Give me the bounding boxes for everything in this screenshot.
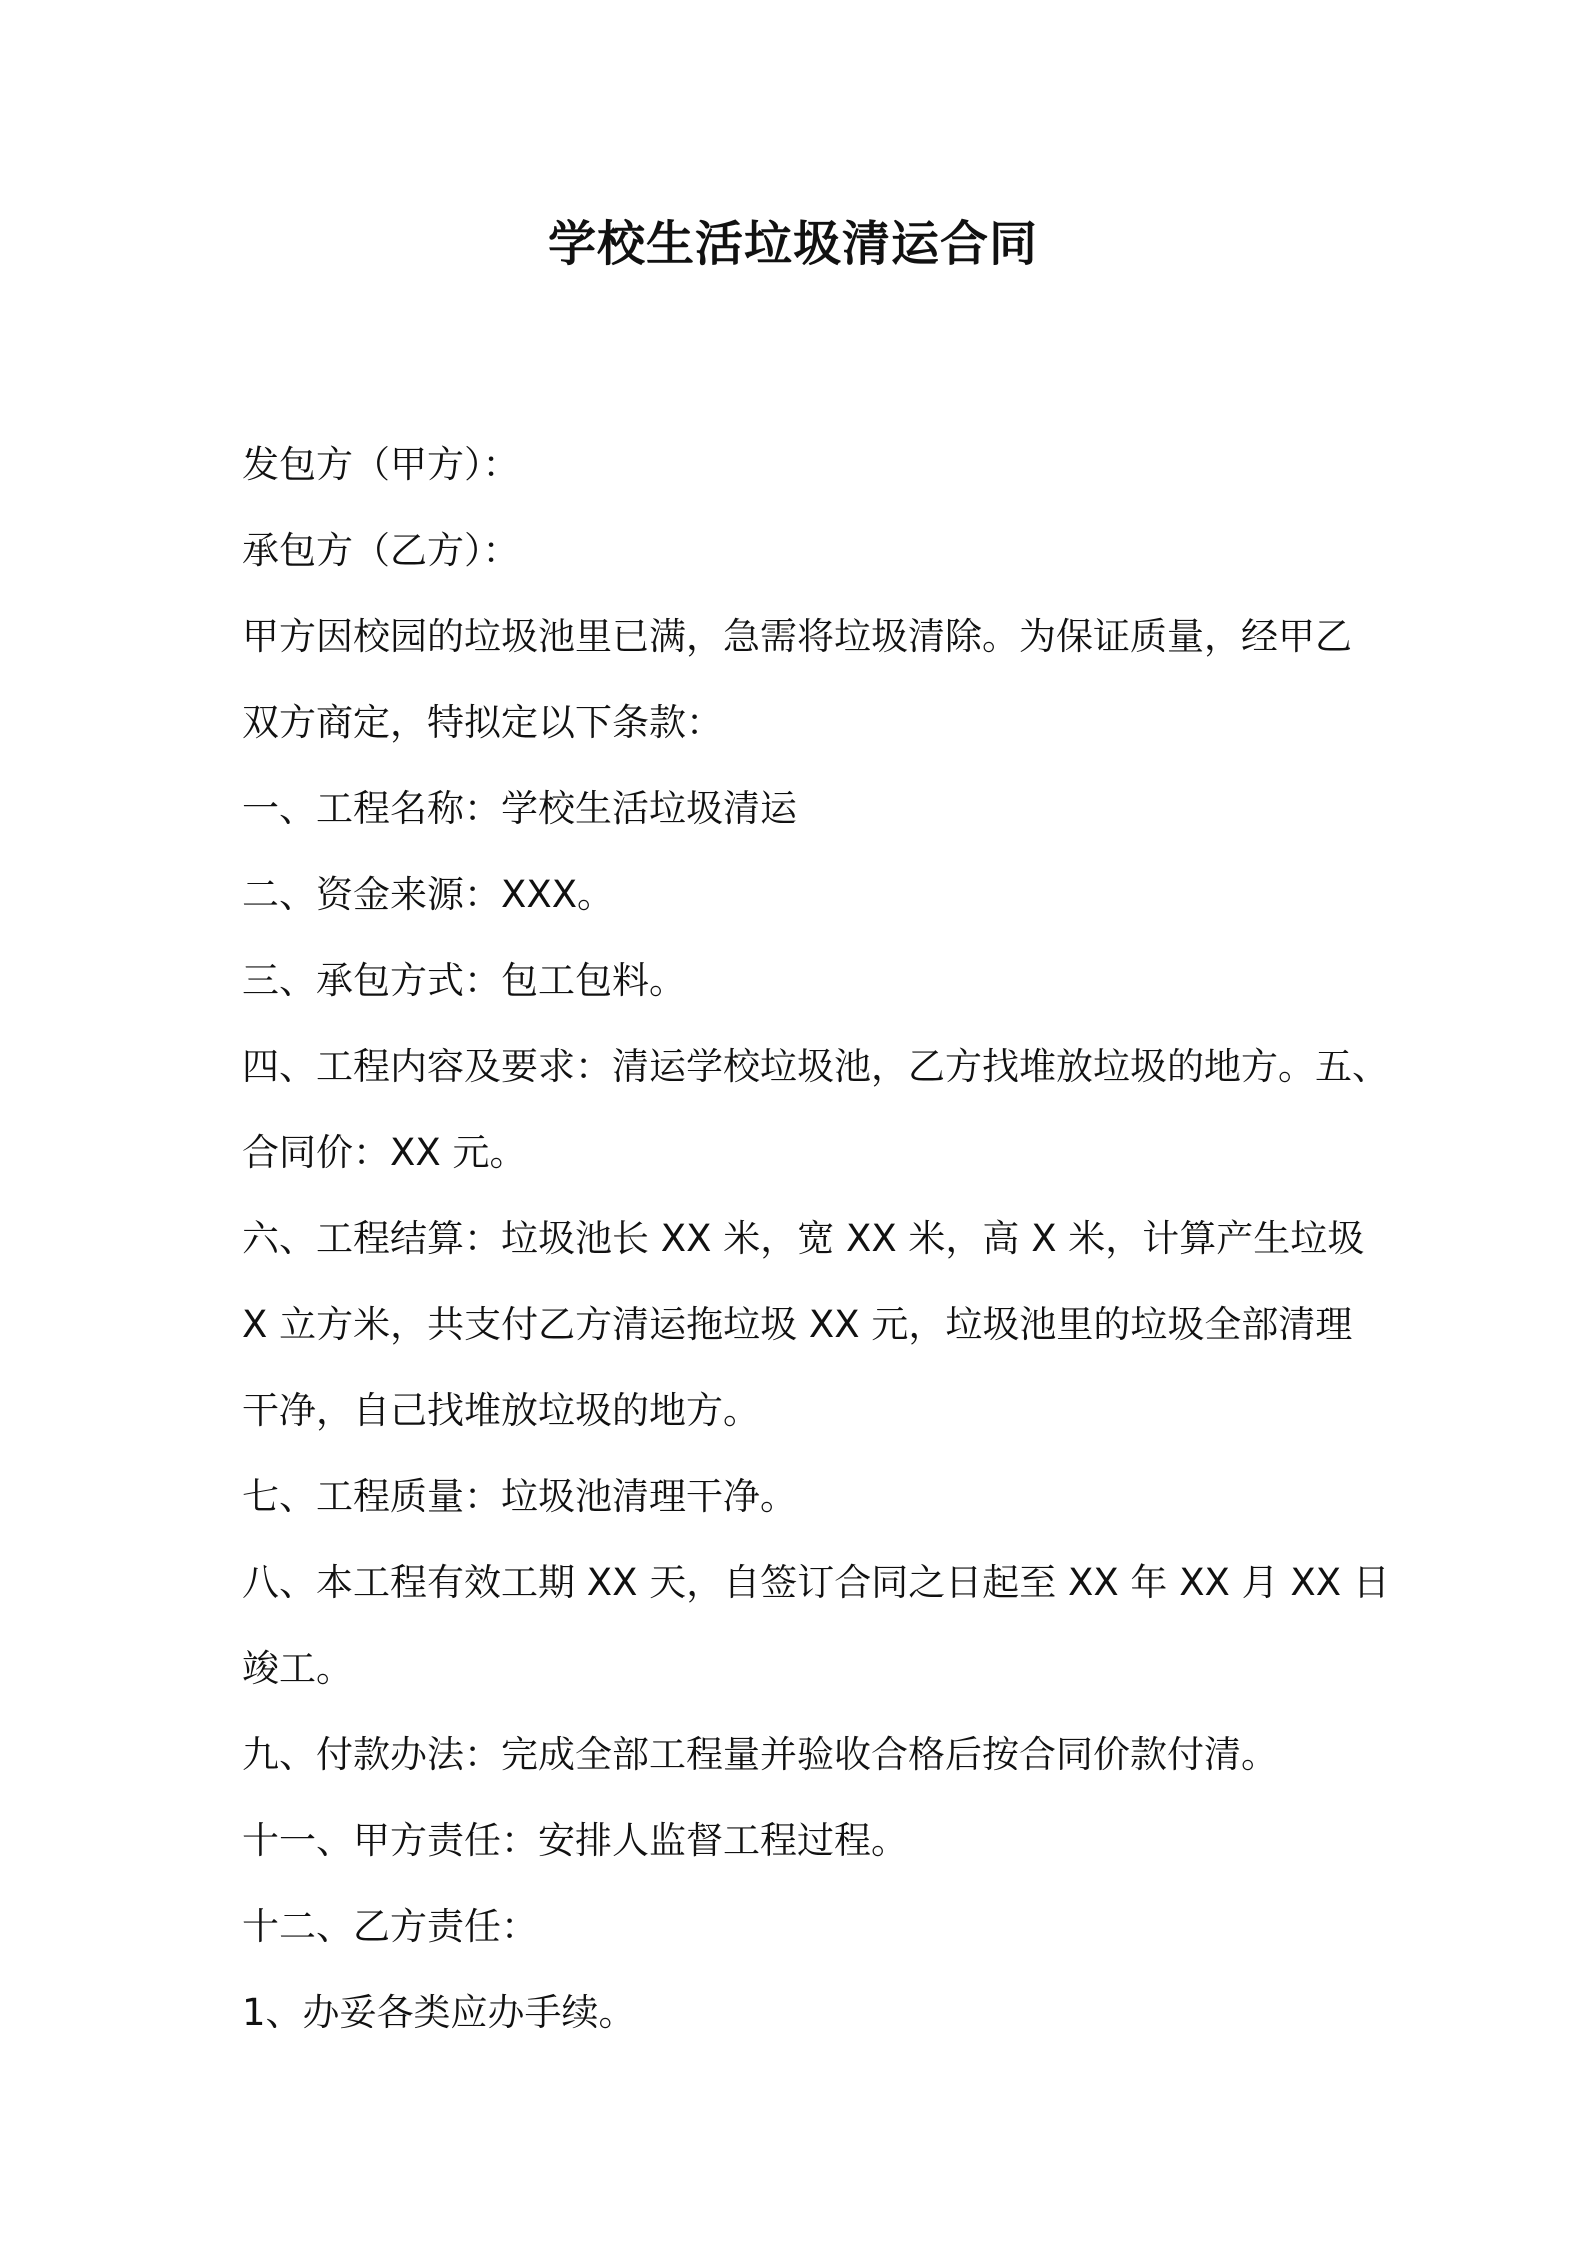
document-body xyxy=(242,422,1390,2056)
clause-content-requirements: 四、工程内容及要求：清运学校垃圾池，乙方找堆放垃圾的地方。五、 xyxy=(242,1045,1389,1088)
clause-settlement-line: 干净，自己找堆放垃圾的地方。 xyxy=(242,1389,760,1432)
clause-duration-line: 竣工。 xyxy=(242,1647,353,1690)
clause-payment: 九、付款办法：完成全部工程量并验收合格后按合同价款付清。 xyxy=(242,1733,1278,1776)
clause-duration-line: 八、本工程有效工期 XX 天，自签订合同之日起至 XX 年 XX 月 XX 日 xyxy=(242,1561,1390,1604)
intro-paragraph-line: 双方商定，特拟定以下条款： xyxy=(242,701,723,744)
clause-project-name: 一、工程名称：学校生活垃圾清运 xyxy=(242,787,797,830)
party-a-line: 发包方（甲方）： xyxy=(242,443,520,486)
clause-party-b-duty: 十二、乙方责任： xyxy=(242,1905,538,1948)
document-title: 学校生活垃圾清运合同 xyxy=(547,216,1038,272)
clause-party-a-duty: 十一、甲方责任：安排人监督工程过程。 xyxy=(242,1819,908,1862)
clause-settlement-line: 六、工程结算：垃圾池长 XX 米，宽 XX 米，高 X 米，计算产生垃圾 xyxy=(242,1217,1365,1260)
clause-contract-method: 三、承包方式：包工包料。 xyxy=(242,959,686,1002)
clause-funding-source: 二、资金来源：XXX。 xyxy=(242,873,615,916)
intro-paragraph-line: 甲方因校园的垃圾池里已满，急需将垃圾清除。为保证质量，经甲乙 xyxy=(242,615,1352,658)
party-b-line: 承包方（乙方）： xyxy=(242,529,520,572)
party-b-duty-item: 1、办妥各类应办手续。 xyxy=(242,1991,636,2034)
clause-settlement-line: X 立方米，共支付乙方清运拖垃圾 XX 元，垃圾池里的垃圾全部清理 xyxy=(242,1303,1353,1346)
clause-contract-price: 合同价：XX 元。 xyxy=(242,1131,527,1174)
clause-quality: 七、工程质量：垃圾池清理干净。 xyxy=(242,1475,797,1518)
